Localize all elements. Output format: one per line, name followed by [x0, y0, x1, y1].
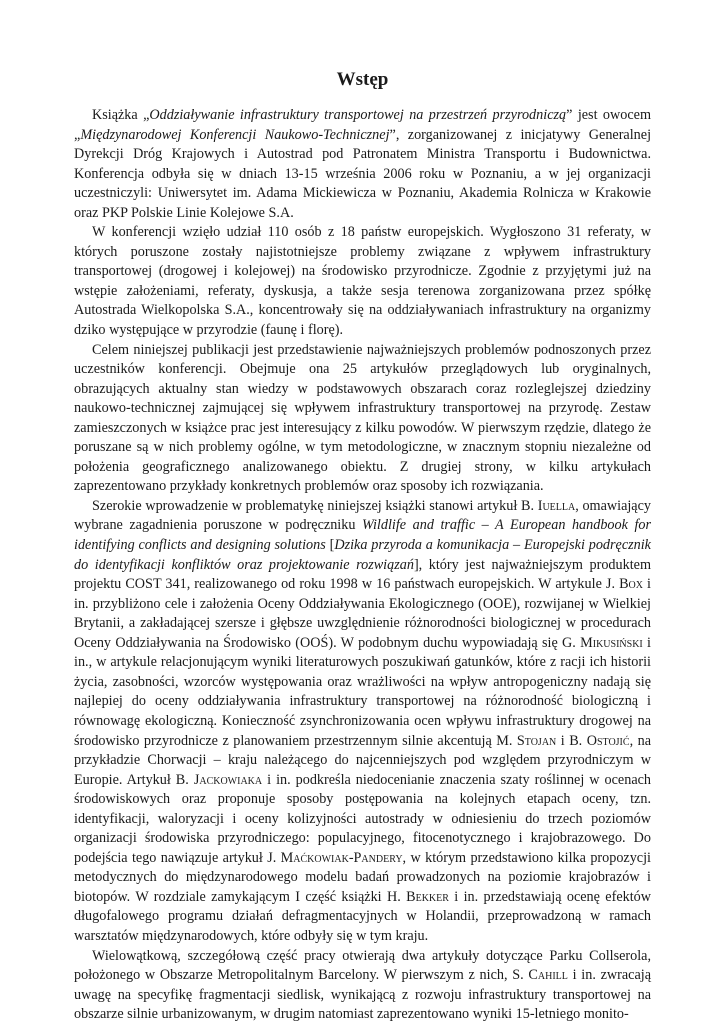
paragraph-1: [74, 106, 651, 223]
author-name: Maćkowiak-Pandery: [280, 849, 403, 866]
text-run: [: [325, 537, 335, 554]
text-run: , w którym przedstawiono kilka propozycji metodycznych do międzynarodowego modelu badań prowadzonych na poziomie krajobrazów i biotopów. W rozdziale zamykającym I część książki H.: [74, 849, 651, 905]
author-name: Bekker: [406, 888, 449, 905]
author-name: Cahill: [528, 967, 568, 984]
paragraph-2: W konferencji wzięło udział 110 osób z 18 państw europejskich. Wygłoszono 31 referaty, w których poruszone zostały najistotniejsze problemy związane z wpływem infrastruktury transportowej (drogowej i kolejowej) na środowisko przyrodnicze. Zgodnie z przyjętymi już na wstępie założeniami, referaty, dyskusja, a także sesja terenowa zorganizowana przez spółkę Autostrada Wielkopolska S.A., koncentrowały się na oddziaływaniach infrastruktury na organizmy dziko występujące w przyrodzie (faunę i florę).: [74, 224, 651, 339]
page-title: Wstęp: [336, 69, 389, 90]
text-run: ” jest owocem „: [74, 107, 651, 143]
text-run: i in. przedstawiają ocenę efektów długofalowego programu działań defragmentacyjnych w Holandii, przeprowadzoną w ramach warsztatów międzynarodowych, które odbyły się w tym kraju.: [74, 888, 651, 944]
text-run: i in. podkreśla niedocenianie znaczenia szaty roślinnej w ocenach środowiskowych oraz proponuje sposoby postępowania na kolejnych etapach oceny, tzn. identyfikacji, waloryzacji i oceny kolizyjności autostrady w odniesieniu do trzech poziomów organizacji środowiska przyrodniczego: populacyjnego, fitocenotycznego i krajobrazowego. Do podejścia tego nawiązuje artykuł J.: [74, 771, 652, 866]
handbook-title-translation: Dzika przyroda a komunikacja – Europejski podręcznik do identyfikacji konfliktów oraz projektowanie rozwiązań: [74, 537, 651, 573]
conference-title: Międzynarodowej Konferencji Naukowo-Technicznej: [80, 126, 390, 143]
text-run: i B.: [556, 732, 587, 749]
text-run: i in. zwracają uwagę na specyfikę fragmentacji siedlisk, wynikającą z rozwoju infrastruktury transportowej na obszarze silnie urbanizowanym, w drugim natomiast zaprezentowano wyniki 15-letniego monito-: [74, 967, 652, 1023]
document-page: [74, 68, 651, 1025]
author-name: Jackowiaka: [193, 771, 263, 788]
text-run: , na przykładzie Chorwacji – kraju należącego do najcenniejszych pod względem przyrodniczym w Europie. Artykuł B.: [74, 732, 651, 788]
text-run: ”, zorganizowanej z inicjatywy Generalnej Dyrekcji Dróg Krajowych i Autostrad pod Patronatem Ministra Transportu i Budownictwa. Konferencja odbyła się w dniach 13-15 września 2006 roku w Poznaniu, a w jej organizacji uczestniczyli: Uniwersytet im. Adama Mickiewicza w Poznaniu, Akademia Rolnicza w Krakowie oraz PKP Polskie Linie Kolejowe S.A.: [74, 126, 652, 221]
text-run: i in. przybliżono cele i założenia Oceny Oddziaływania Ekologicznego (OOE), rozwijanej w Wielkiej Brytanii, a zakładającej szersze i głębsze uwzględnienie różnorodności biologicznej w procedurach Oceny Oddziaływania na Środowisko (OOŚ). W podobnym duchu wypowiadają się G.: [74, 576, 651, 651]
book-title: Oddziaływanie infrastruktury transportowej na przestrzeń przyrodniczą: [149, 107, 567, 123]
text-run: Szerokie wprowadzenie w problematykę niniejszej książki stanowi artykuł B.: [92, 497, 538, 514]
text-run: Wielowątkową, szczegółową część pracy otwierają dwa artykuły dotyczące Parku Collserola, położonego w Obszarze Metropolitalnym Barcelony. W pierwszym z nich, S.: [74, 947, 651, 984]
author-name: Box: [619, 576, 643, 593]
text-run: i in., w artykule relacjonującym wyniki literaturowych poszukiwań gatunków, które z racji ich historii życia, zasobności, wzorców występowania oraz wrażliwości na wpływ antropogeniczny nadają się najlepiej do oceny oddziaływania infrastruktury transportowej na różnorodność biologiczną i równowagę ekologiczną. Konieczność zsynchronizowania ocen wpływu infrastruktury drogowej na środowisko przyrodnicze z planowaniem przestrzennym silnie akcentują M.: [74, 634, 652, 749]
paragraph-4: [74, 497, 651, 947]
text-run: ], który jest najważniejszym produktem projektu COST 341, realizowanego od roku 1998 w 16 państwach europejskich. W artykule J.: [74, 556, 651, 593]
author-name: Mikusiński: [580, 634, 643, 651]
text-run: , omawiający wybrane zagadnienia poruszone w podręczniku: [74, 497, 651, 534]
paragraph-3: Celem niniejszej publikacji jest przedstawienie najważniejszych problemów podnoszonych przez uczestników konferencji. Obejmuje ona 25 artykułów przeglądowych lub oryginalnych, obrazujących aktualny stan wiedzy w podstawowych obszarach coraz rozleglejszej dziedziny naukowo-technicznej zajmującej się wpływem infrastruktury transportowej na przyrodę. Zestaw zamieszczonych w książce prac jest interesujący z kilku powodów. W pierwszym rzędzie, dlatego że poruszane są w nich problemy ogólne, w tym metodologiczne, w znacznym stopniu niezależne od położenia geograficznego analizowanego obiektu. Z drugiej strony, w kilku artykułach zaprezentowano przykłady konkretnych problemów oraz sposoby ich rozwiązania.: [74, 341, 651, 495]
handbook-title: Wildlife and traffic – A European handbook for identifying conflicts and designing solutions: [74, 517, 651, 554]
author-name: Ostojić: [586, 732, 630, 749]
paragraph-5: [74, 947, 651, 1025]
author-name: Iuella: [537, 497, 576, 514]
author-name: Stojan: [516, 732, 557, 749]
text-run: Książka „: [92, 107, 150, 123]
